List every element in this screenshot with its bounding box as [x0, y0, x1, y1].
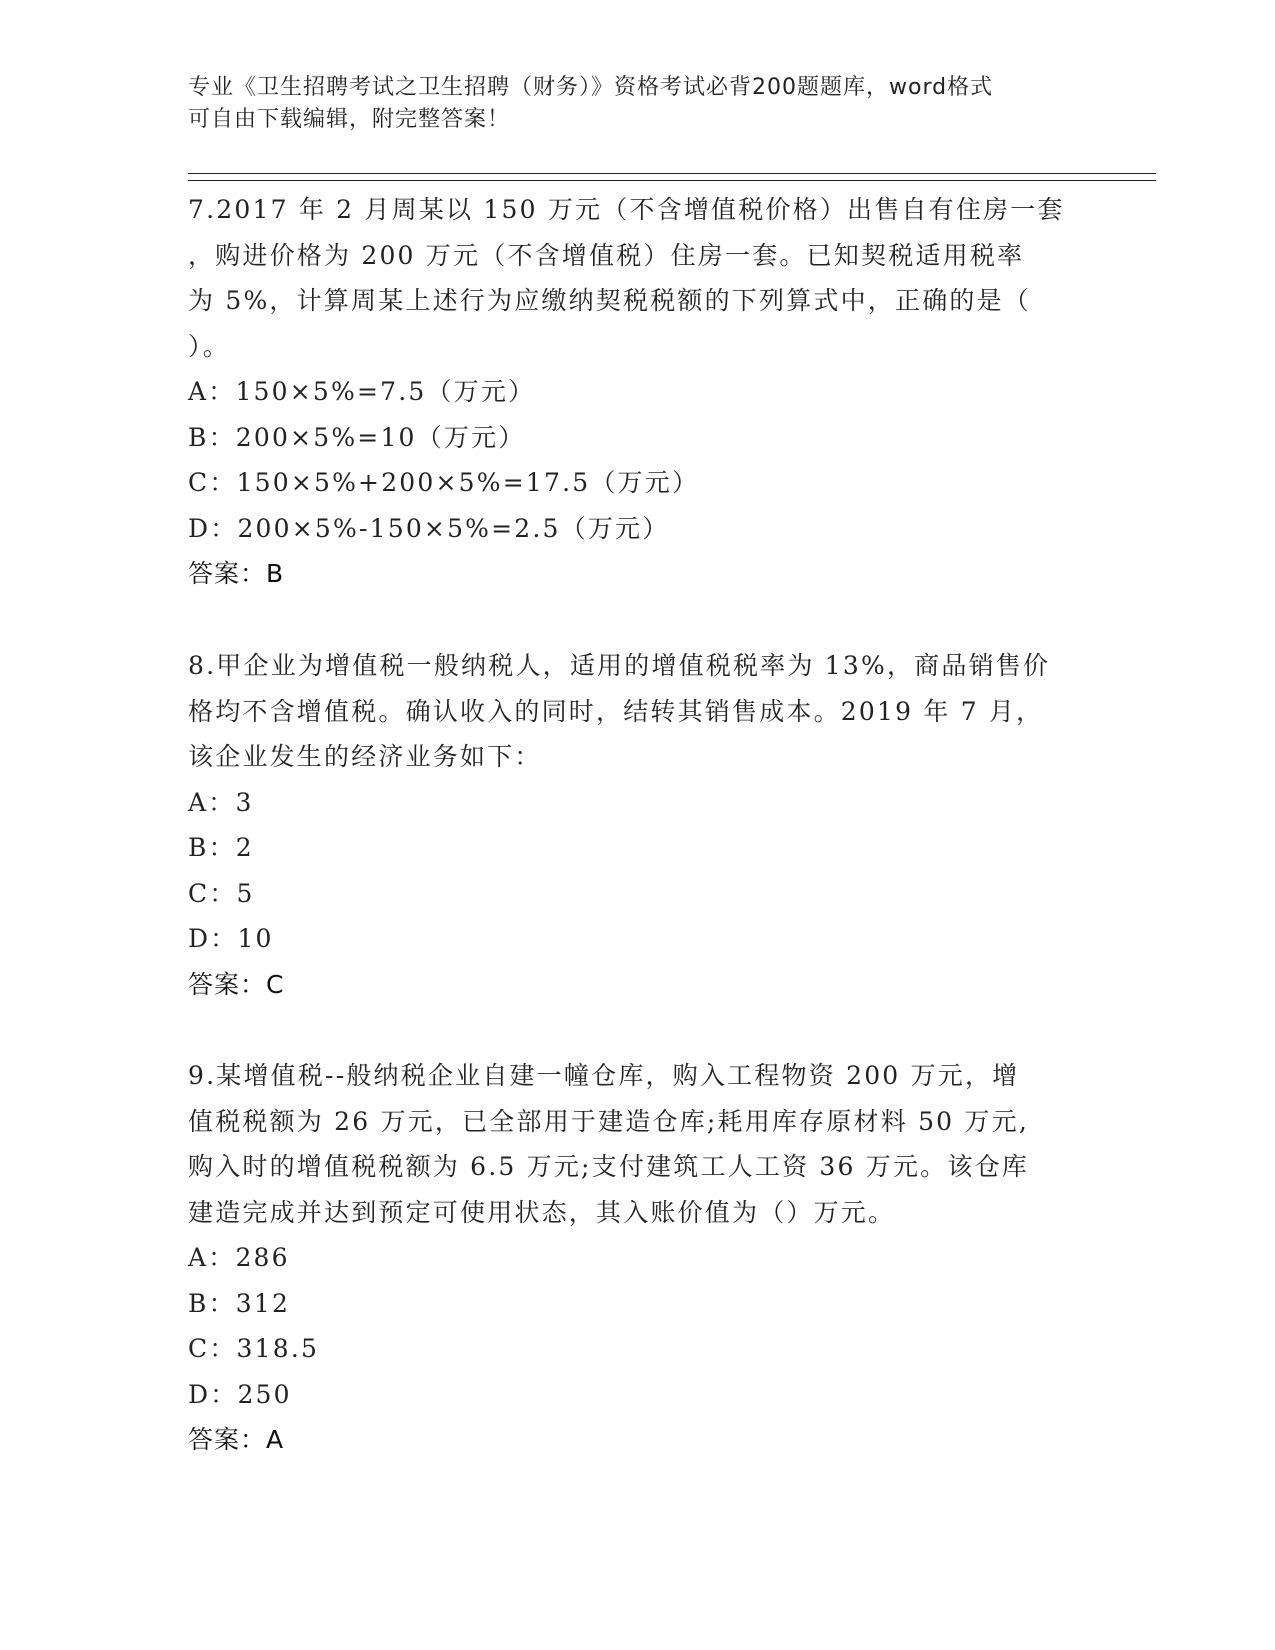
option-c: C：318.5: [188, 1334, 320, 1363]
question-stem: [188, 643, 1088, 780]
option-c: C：150×5%+200×5%=17.5（万元）: [188, 468, 700, 497]
answer-label: 答案：B: [188, 559, 285, 588]
question-stem-line: 7.2017 年 2 月周某以 150 万元（不含增值税价格）出售自有住房一套: [188, 195, 1065, 224]
option-a: A：286: [188, 1243, 290, 1272]
option-b: B：200×5%=10（万元）: [188, 422, 526, 452]
question-stem-line: 为 5%，计算周某上述行为应缴纳契税税额的下列算式中，正确的是（: [188, 286, 1032, 315]
answer-label: 答案：A: [188, 1425, 285, 1454]
option-d: D：10: [188, 924, 274, 953]
option-a: A：150×5%=7.5（万元）: [188, 377, 536, 406]
question-stem-line: 值税税额为 26 万元，已全部用于建造仓库;耗用库存原材料 50 万元,: [188, 1106, 1029, 1136]
question-stem-line: 9.某增值税--般纳税企业自建一幢仓库，购入工程物资 200 万元，增: [188, 1061, 1020, 1090]
question-stem: [188, 187, 1088, 369]
question-stem-line: ，购进价格为 200 万元（不含增值税）住房一套。已知契税适用税率: [188, 240, 1025, 270]
question-stem-line: ）。: [188, 331, 230, 361]
question-stem: [188, 1053, 1088, 1235]
option-b: B：2: [188, 833, 254, 862]
header-line-2: 可自由下载编辑，附完整答案！: [188, 107, 511, 132]
question-stem-line: 购入时的增值税税额为 6.5 万元;支付建筑工人工资 36 万元。该仓库: [188, 1152, 1029, 1181]
header-divider-thick: [188, 173, 1156, 174]
header-line-1: 专业《卫生招聘考试之卫生招聘（财务）》资格考试必背200题题库，word格式: [188, 75, 994, 100]
question-stem-line: 格均不含增值税。确认收入的同时，结转其销售成本。2019 年 7 月，: [188, 696, 1044, 726]
option-c: C：5: [188, 878, 255, 908]
option-b: B：312: [188, 1288, 291, 1318]
option-d: D：250: [188, 1379, 292, 1409]
document-header: [188, 72, 1068, 136]
option-a: A：3: [188, 787, 254, 817]
question-stem-line: 该企业发生的经济业务如下：: [188, 742, 542, 771]
answer-label: 答案：C: [188, 969, 285, 999]
question-9: [188, 1053, 1088, 1463]
question-stem-line: 8.甲企业为增值税一般纳税人，适用的增值税税率为 13%，商品销售价: [188, 651, 1051, 680]
option-d: D：200×5%-150×5%=2.5（万元）: [188, 513, 670, 543]
question-stem-line: 建造完成并达到预定可使用状态，其入账价值为（）万元。: [188, 1197, 896, 1227]
question-8: [188, 643, 1088, 1007]
header-divider-thin: [188, 180, 1156, 181]
question-7: [188, 187, 1088, 597]
